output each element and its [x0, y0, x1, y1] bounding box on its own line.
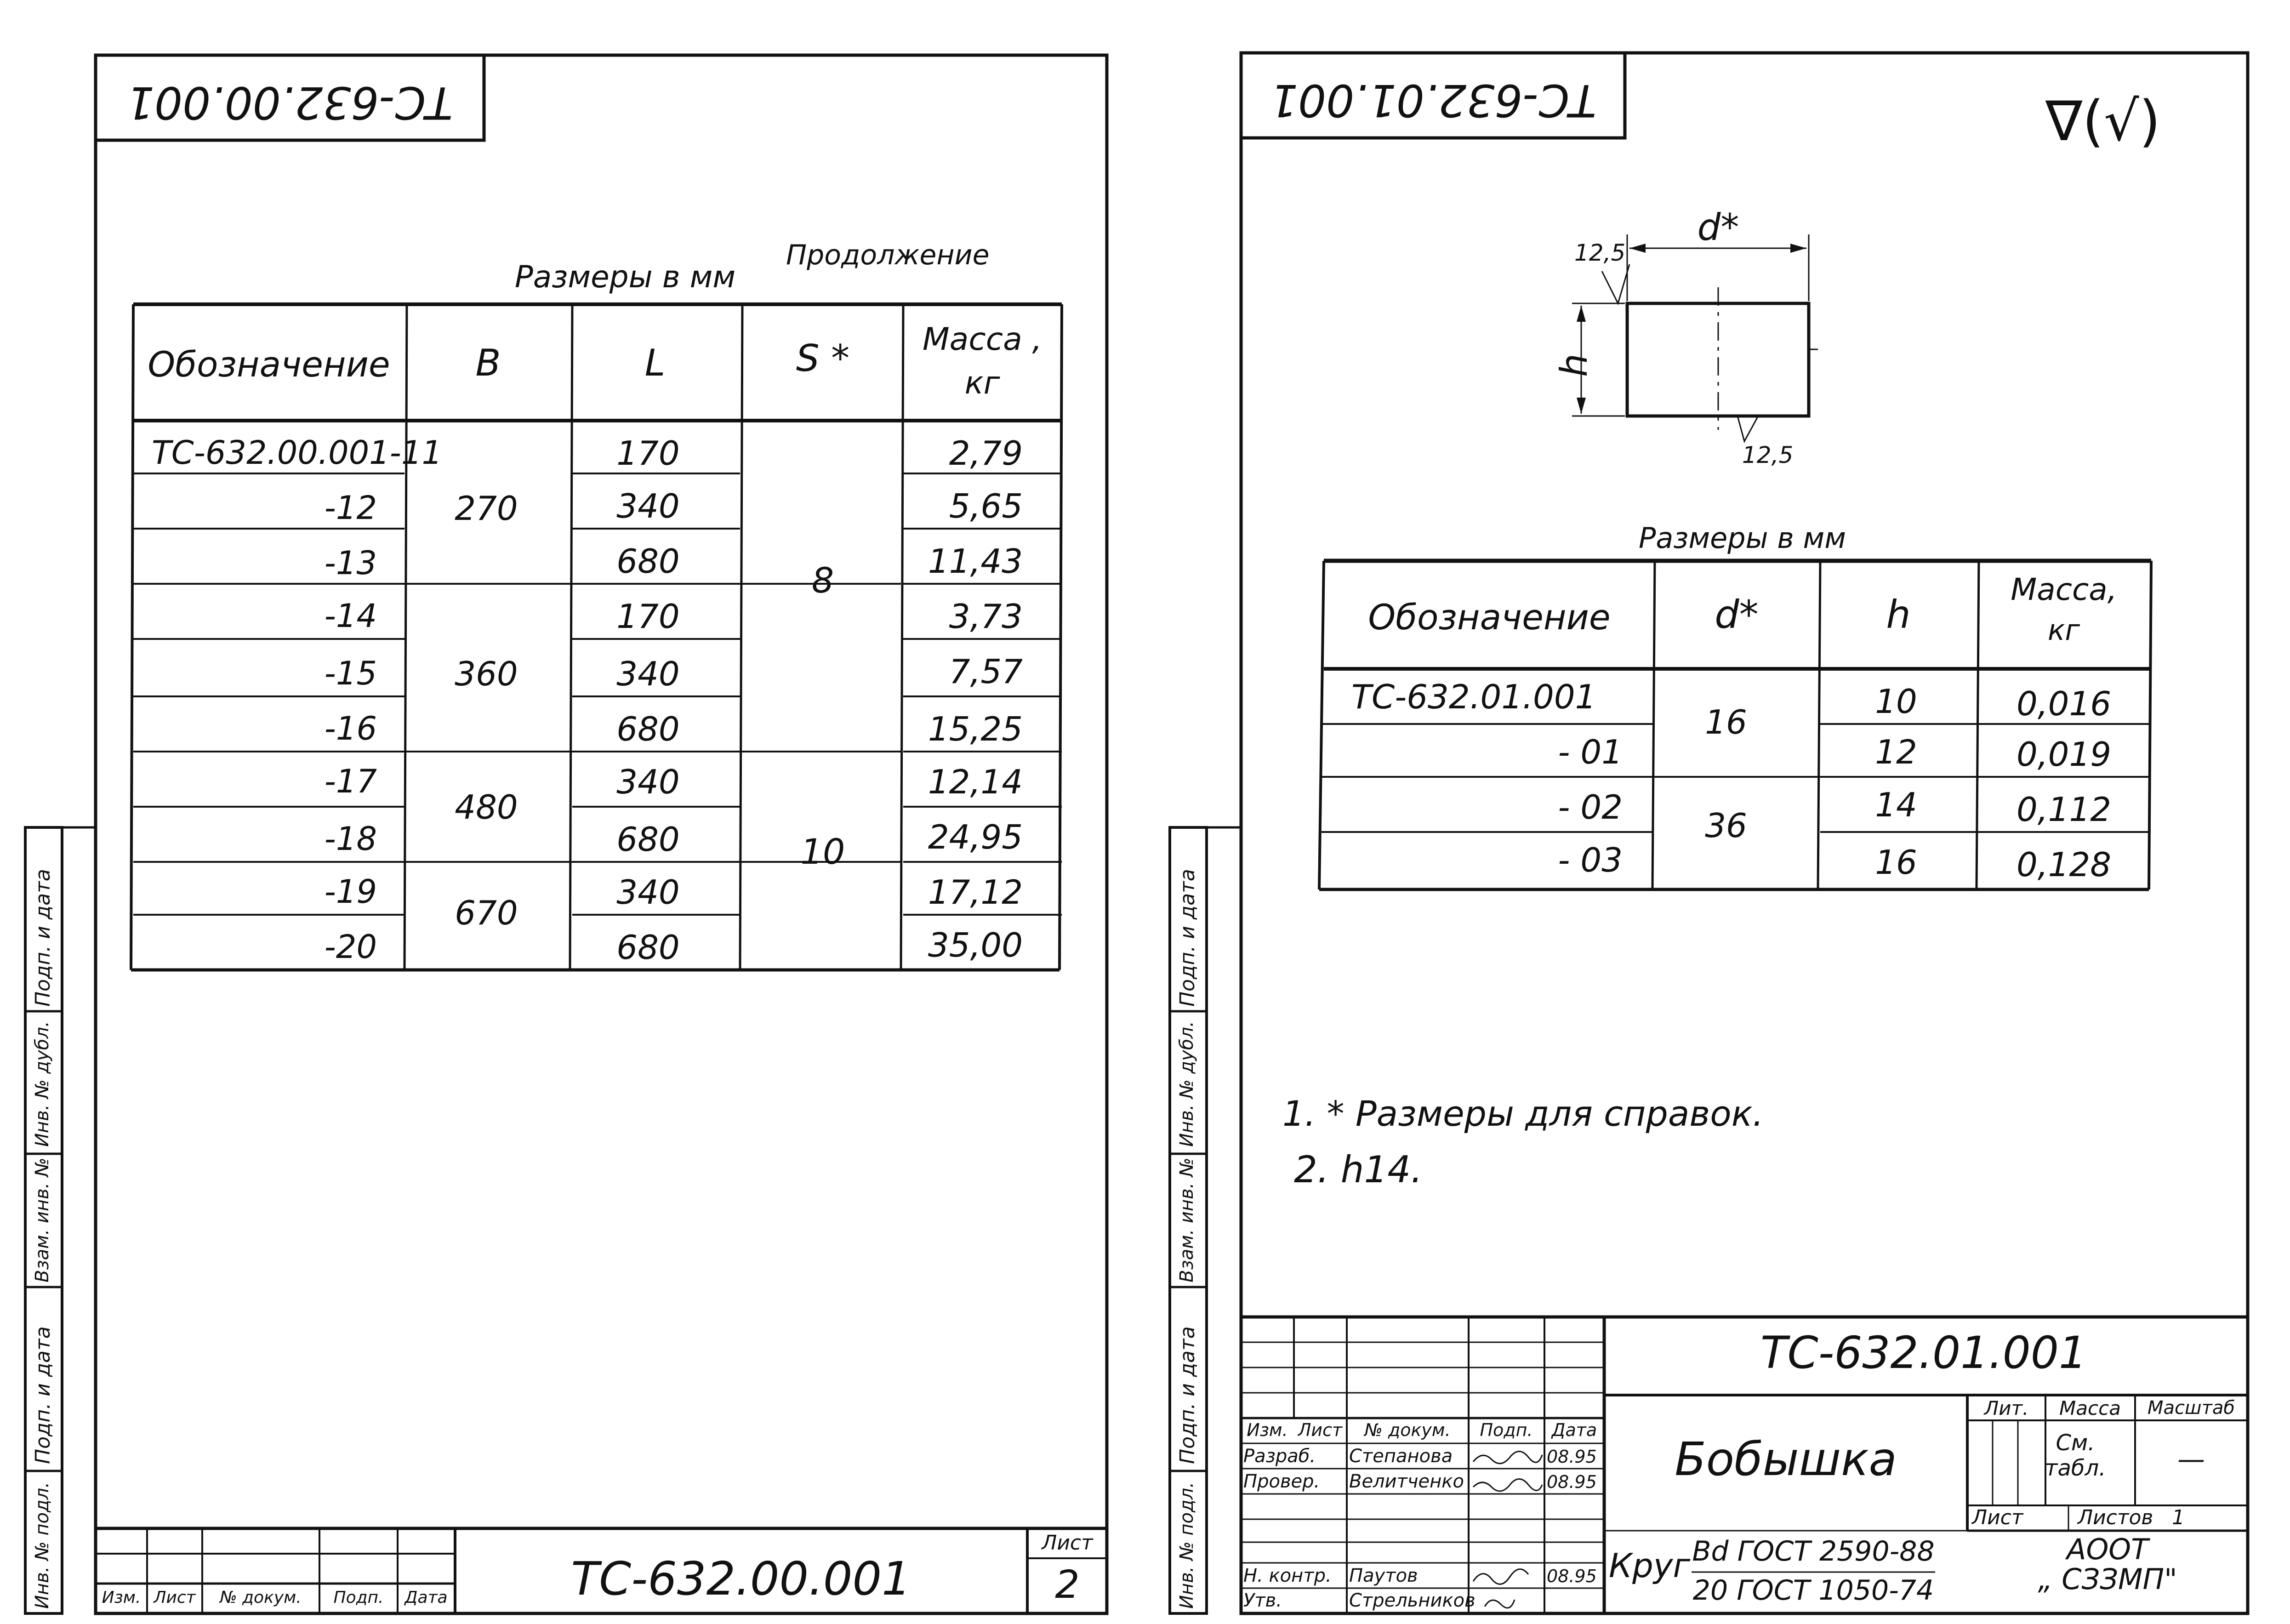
material-grade-top: Bd ГОСТ 2590-88	[1692, 1535, 1935, 1567]
sheet1-corner-code: ТС-632.00.001	[126, 77, 453, 128]
sheet2-corner-code: ТС-632.01.001	[1270, 74, 1596, 126]
material-grade-bottom: 20 ГОСТ 1050-74	[1692, 1574, 1934, 1607]
sheet2-header-h: h	[1886, 592, 1911, 637]
sheet1-header-s: S *	[796, 337, 850, 380]
scale-label: Масштаб	[2147, 1397, 2235, 1419]
role-approver: Утв.	[1243, 1590, 1282, 1611]
sheet2-designation: - 01	[1558, 733, 1623, 771]
sheet1-designation: ТС-632.00.001-11	[152, 434, 443, 472]
sheets-label: Листов	[2078, 1506, 2153, 1529]
sheet1-s-value: 8	[811, 560, 834, 601]
sheet1-designation: -14	[324, 597, 377, 635]
sheet2-col-label: Изм.	[1247, 1420, 1288, 1440]
sheet2-h-value: 16	[1875, 843, 1917, 882]
sheet1-l-value: 170	[616, 597, 680, 636]
sheet2-designation: - 03	[1558, 841, 1623, 879]
name-developer: Степанова	[1349, 1446, 1453, 1467]
sheet2-mass-value: 0,112	[2016, 790, 2112, 829]
sheet1-sheet-number: 2	[1055, 1562, 1080, 1607]
sheet1-l-value: 340	[616, 763, 680, 801]
sheet1-header-mass: Масса ,	[922, 321, 1042, 358]
sheet1-mass-value: 7,57	[949, 652, 1023, 691]
sheet2-stamp-code: ТС-632.01.001	[1760, 1327, 2087, 1379]
date-norm-control: 08.95	[1547, 1566, 1597, 1586]
sheet2-mass-value: 0,016	[2016, 684, 2112, 723]
sheet2-mass-value: 0,019	[2016, 735, 2112, 774]
mass-value-line1: См.	[2056, 1430, 2095, 1456]
sheet2-col-label: Лист	[1298, 1420, 1343, 1440]
sheet1-col-label: № докум.	[220, 1588, 302, 1607]
sheet2-h-value: 14	[1875, 786, 1917, 824]
sheet1-designation: -16	[324, 710, 377, 747]
sheet1-mass-value: 3,73	[949, 597, 1023, 636]
part-title: Бобышка	[1675, 1432, 1897, 1486]
note-tolerance: 2. h14.	[1294, 1148, 1423, 1191]
mass-value-line2: табл.	[2045, 1455, 2106, 1481]
sheet1-mass-value: 17,12	[928, 873, 1023, 912]
sheet1-header-mass-unit: кг	[964, 365, 1000, 401]
organization-line1: АООТ	[2067, 1533, 2148, 1566]
sheet1-l-value: 680	[616, 820, 680, 859]
date-checker: 08.95	[1547, 1472, 1597, 1492]
sheet1-sheet-label: Лист	[1042, 1531, 1093, 1555]
roughness-top-value: 12,5	[1574, 239, 1626, 266]
sheet1-l-value: 340	[616, 655, 680, 693]
roughness-symbol: ∇(√)	[2045, 90, 2161, 154]
sheet1-header-b: B	[475, 342, 501, 384]
sheet1-b-value: 480	[455, 788, 518, 826]
roughness-bottom-value: 12,5	[1742, 442, 1794, 468]
sheet2-header-d: d*	[1715, 592, 1759, 637]
sheet2-side-label: Инв. № подл.	[1176, 1482, 1197, 1609]
sheet2-col-label: Дата	[1551, 1420, 1597, 1440]
sheet1-col-label: Изм.	[102, 1588, 141, 1607]
sheet2-d-value: 36	[1705, 806, 1747, 845]
dimension-d-label: d*	[1697, 206, 1739, 249]
sheet1-l-value: 340	[616, 873, 680, 912]
sheet2-side-label: Инв. № дубл.	[1176, 1021, 1197, 1147]
sheet1-designation: -15	[324, 655, 377, 692]
sheet-label: Лист	[1972, 1506, 2023, 1529]
scale-value: —	[2177, 1443, 2205, 1476]
role-checker: Провер.	[1243, 1471, 1320, 1492]
signature-checker	[1473, 1479, 1542, 1491]
sheet1-header-designation: Обозначение	[148, 344, 390, 385]
sheet2-side-label: Подп. и дата	[1176, 869, 1199, 1007]
sheet1-mass-value: 35,00	[928, 926, 1023, 964]
sheet1-l-value: 680	[616, 928, 680, 967]
signature-approver	[1485, 1600, 1515, 1608]
sheet2-designation: ТС-632.01.001	[1351, 678, 1596, 716]
signature-developer	[1473, 1452, 1542, 1464]
role-developer: Разраб.	[1243, 1446, 1316, 1467]
sheet1-header-l: L	[644, 342, 666, 384]
sheet2-side-label: Взам. инв. №	[1176, 1157, 1197, 1282]
sheet1-mass-value: 5,65	[949, 487, 1023, 525]
sheet1-l-value: 680	[616, 710, 680, 748]
sheet2-header-mass: Масса,	[2011, 572, 2117, 607]
sheet2-col-label: № докум.	[1364, 1420, 1451, 1440]
sheet1-designation: -18	[324, 820, 377, 858]
note-reference-dims: 1. * Размеры для справок.	[1282, 1093, 1764, 1134]
sheet1-side-label: Подп. и дата	[31, 1326, 55, 1464]
sheet1-designation: -12	[324, 489, 377, 527]
sheet1-s-value: 10	[800, 831, 845, 872]
sheet1-mass-value: 12,14	[928, 763, 1023, 801]
sheet2-side-label: Подп. и дата	[1176, 1326, 1199, 1464]
sheet1-l-value: 170	[616, 434, 680, 473]
role-norm-control: Н. контр.	[1243, 1565, 1332, 1586]
sheet1-stamp-code: ТС-632.00.001	[571, 1552, 911, 1606]
sheet1-mass-value: 11,43	[928, 542, 1023, 581]
continuation-label: Продолжение	[786, 239, 990, 271]
sheet1-side-label: Подп. и дата	[31, 869, 55, 1007]
name-checker: Велитченко	[1349, 1471, 1464, 1492]
sheet1-mass-value: 2,79	[949, 434, 1023, 473]
sheet1-b-value: 670	[455, 894, 518, 932]
sheet1-designation: -13	[324, 544, 377, 582]
sheet1-b-value: 270	[455, 489, 518, 528]
sheet1-l-value: 340	[616, 487, 680, 525]
sheet1-side-label: Инв. № дубл.	[32, 1021, 53, 1147]
sheet2-h-value: 12	[1875, 733, 1917, 771]
mass-label: Масса	[2059, 1397, 2121, 1419]
sheet2-h-value: 10	[1875, 682, 1917, 721]
sheets-count: 1	[2172, 1506, 2185, 1529]
sheet2-dims-caption: Размеры в мм	[1639, 521, 1846, 555]
sheet1-col-label: Подп.	[333, 1588, 384, 1607]
sheet2-header-mass-unit: кг	[2047, 613, 2080, 647]
name-norm-control: Паутов	[1349, 1565, 1418, 1586]
organization-line2: „ СЗЗМП"	[2038, 1562, 2177, 1596]
name-approver: Стрельников	[1349, 1590, 1475, 1611]
material-prefix: Круг	[1609, 1546, 1691, 1585]
sheet1-mass-value: 15,25	[928, 710, 1023, 748]
sheet2-designation: - 02	[1558, 788, 1623, 826]
sheet2-mass-value: 0,128	[2016, 845, 2112, 884]
sheet1-side-label: Взам. инв. №	[32, 1157, 53, 1282]
sheet1-mass-value: 24,95	[928, 818, 1023, 856]
date-developer: 08.95	[1547, 1447, 1597, 1467]
sheet2-header-designation: Обозначение	[1368, 597, 1611, 638]
sheet1-l-value: 680	[616, 542, 680, 581]
sheet2-col-label: Подп.	[1480, 1420, 1533, 1440]
signature-norm-control	[1473, 1569, 1528, 1584]
sheet1-designation: -20	[324, 928, 377, 966]
dimension-h-label: h	[1553, 353, 1595, 377]
sheet2-d-value: 16	[1705, 703, 1747, 741]
sheet1-designation: -19	[324, 873, 377, 911]
sheet1-dims-caption: Размеры в мм	[515, 259, 736, 295]
sheet1-col-label: Дата	[404, 1588, 448, 1607]
sheet1-designation: -17	[324, 763, 377, 800]
sheet1-b-value: 360	[455, 655, 518, 693]
sheet1-col-label: Лист	[154, 1588, 196, 1607]
lit-label: Лит.	[1984, 1397, 2029, 1419]
sheet1-side-label: Инв. № подл.	[32, 1482, 53, 1609]
